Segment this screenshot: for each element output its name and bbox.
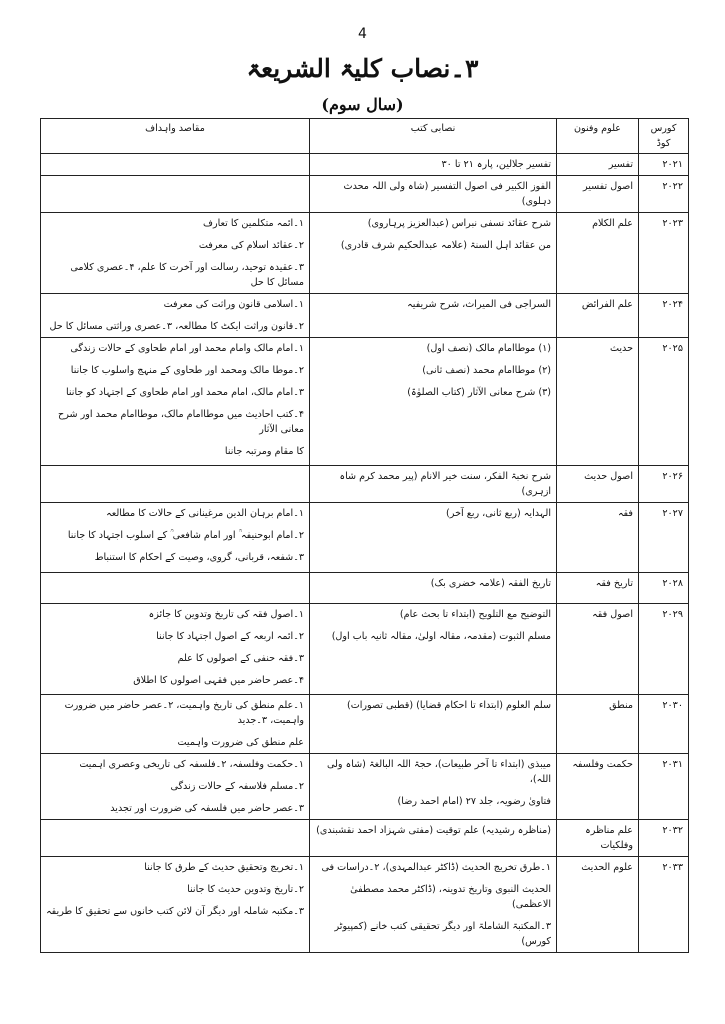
book-line: ۱۔طرق تخریج الحدیث (ڈاکٹر عبدالمہدی)، ۲۔دراسات فی bbox=[321, 862, 551, 873]
objectives-cell bbox=[41, 338, 310, 466]
subject-cell: تاریخ فقہ bbox=[557, 573, 639, 604]
table-row bbox=[41, 604, 689, 695]
book-line: تفسیر جلالین، پارہ ۲۱ تا ۳۰ bbox=[441, 159, 551, 170]
course-code-cell: ۲۰۲۸ bbox=[639, 573, 689, 604]
books-cell bbox=[310, 466, 557, 503]
table-row bbox=[41, 213, 689, 294]
objective-line: ۲۔قانون وراثت ایکٹ کا مطالعہ، ۳۔عصری وراثتی مسائل کا حل bbox=[49, 321, 304, 332]
objective-line: ۳۔عقیدہ توحید، رسالت اور آخرت کا علم، ۴۔عصری کلامی مسائل کا حل bbox=[70, 262, 304, 288]
objective-line: ۳۔فقہ حنفی کے اصولوں کا علم bbox=[177, 653, 304, 664]
books-cell bbox=[310, 604, 557, 695]
course-code-cell: ۲۰۲۳ bbox=[639, 213, 689, 294]
subject-cell: فقہ bbox=[557, 503, 639, 573]
objective-line: ۳۔عصر حاضر میں فلسفہ کی ضرورت اور تجدید bbox=[110, 803, 304, 814]
objective-line: ۴۔کتب احادیث میں موطاامام مالک، موطاامام محمد اور شرح معانی الآثار bbox=[58, 409, 304, 435]
table-body bbox=[41, 154, 689, 953]
objectives-cell bbox=[41, 466, 310, 503]
course-code-cell: ۲۰۲۶ bbox=[639, 466, 689, 503]
table-row bbox=[41, 176, 689, 213]
table-row bbox=[41, 503, 689, 573]
objective-line: ۳۔مکتبہ شاملہ اور دیگر آن لائن کتب خانوں سے تحقیق کا طریقہ bbox=[46, 906, 304, 917]
subject-cell: حکمت وفلسفہ bbox=[557, 754, 639, 820]
course-code-cell: ۲۰۳۳ bbox=[639, 857, 689, 953]
course-code-cell: ۲۰۲۵ bbox=[639, 338, 689, 466]
subject-cell: اصول فقہ bbox=[557, 604, 639, 695]
books-cell bbox=[310, 754, 557, 820]
objective-line: ۱۔تخریج وتحقیق حدیث کے طرق کا جاننا bbox=[144, 862, 304, 873]
books-cell bbox=[310, 213, 557, 294]
objective-line: ۲۔تاریخ وتدوین حدیث کا جاننا bbox=[187, 884, 304, 895]
objective-line: ۲۔ائمہ اربعہ کے اصول اجتہاد کا جاننا bbox=[156, 631, 304, 642]
objectives-cell bbox=[41, 294, 310, 338]
objectives-cell bbox=[41, 604, 310, 695]
course-code-cell: ۲۰۳۲ bbox=[639, 820, 689, 857]
objectives-cell bbox=[41, 820, 310, 857]
books-cell bbox=[310, 176, 557, 213]
subject-cell: علم الکلام bbox=[557, 213, 639, 294]
objective-line: کا مقام ومرتبہ جاننا bbox=[224, 446, 304, 457]
page-subtitle: (سال سوم) bbox=[321, 95, 404, 114]
objectives-cell bbox=[41, 213, 310, 294]
table-row bbox=[41, 573, 689, 604]
course-code-cell: ۲۰۲۴ bbox=[639, 294, 689, 338]
subject-cell: حدیث bbox=[557, 338, 639, 466]
table-header-row bbox=[41, 119, 689, 154]
header-course-code: کورس کوڈ bbox=[639, 119, 689, 154]
objective-line: علم منطق کی ضرورت واہمیت bbox=[177, 737, 304, 748]
objective-line: ۱۔امام برہان الدین مرغینانی کے حالات کا مطالعہ bbox=[106, 508, 304, 519]
book-line: شرح نخبۃ الفکر، سنت خیر الانام (پیر محمد کرم شاہ ازہری) bbox=[339, 471, 551, 497]
table-row bbox=[41, 154, 689, 176]
books-cell bbox=[310, 503, 557, 573]
book-line: سلم العلوم (ابتداء تا احکام قضایا) (قطبی تصورات) bbox=[346, 700, 551, 711]
book-line: ۳۔المکتبۃ الشاملۃ اور دیگر تحقیقی کتب خانے (کمپیوٹر کورس) bbox=[334, 921, 551, 947]
subject-cell: علم الفرائض bbox=[557, 294, 639, 338]
book-line: (۲) موطاامام محمد (نصف ثانی) bbox=[422, 365, 551, 376]
objectives-cell bbox=[41, 857, 310, 953]
objectives-cell bbox=[41, 176, 310, 213]
objective-line: ۳۔امام مالک، امام محمد اور امام طحاوی کے اجتہاد کو جاننا bbox=[65, 387, 304, 398]
book-line: (۳) شرح معانی الآثار (کتاب الصلوٰۃ) bbox=[407, 387, 551, 398]
course-code-cell: ۲۰۲۹ bbox=[639, 604, 689, 695]
table-row bbox=[41, 294, 689, 338]
objective-line: ۱۔امام مالک وامام محمد اور امام طحاوی کے حالات زندگی bbox=[70, 343, 304, 354]
objective-line: ۱۔علم منطق کی تاریخ واہمیت، ۲۔عصر حاضر میں ضرورت واہمیت، ۳۔جدید bbox=[64, 700, 304, 726]
book-line: الفوز الکبیر فی اصول التفسیر (شاہ ولی اللہ محدث دہلوی) bbox=[343, 181, 551, 207]
curriculum-table bbox=[40, 118, 689, 953]
course-code-cell: ۲۰۳۰ bbox=[639, 695, 689, 754]
book-line: التوضیح مع التلویح (ابتداء تا بحث عام) bbox=[399, 609, 551, 620]
book-line: من عقائد اہل السنۃ (علامہ عبدالحکیم شرف قادری) bbox=[340, 240, 551, 251]
subject-cell: اصول حدیث bbox=[557, 466, 639, 503]
table-row bbox=[41, 466, 689, 503]
objective-line: ۱۔اصول فقہ کی تاریخ وتدوین کا جائزہ bbox=[148, 609, 304, 620]
course-code-cell: ۲۰۲۲ bbox=[639, 176, 689, 213]
header-objectives: مقاصد واہداف bbox=[41, 119, 310, 154]
course-code-cell: ۲۰۳۱ bbox=[639, 754, 689, 820]
table-row bbox=[41, 857, 689, 953]
objective-line: ۲۔عقائد اسلام کی معرفت bbox=[198, 240, 304, 251]
book-line: الحدیث النبوی وتاریخ تدوینہ، (ڈاکٹر محمد مصطفیٰ الاعظمی) bbox=[350, 884, 551, 910]
objective-line: ۱۔حکمت وفلسفہ، ۲۔فلسفہ کی تاریخی وعصری اہمیت bbox=[79, 759, 304, 770]
subject-cell: منطق bbox=[557, 695, 639, 754]
book-line: مسلم الثبوت (مقدمہ، مقالہ اولیٰ، مقالہ ثانیہ باب اول) bbox=[331, 631, 551, 642]
objective-line: ۲۔مسلم فلاسفہ کے حالات زندگی bbox=[170, 781, 304, 792]
book-line: الہدایہ (ربع ثانی، ربع آخر) bbox=[446, 508, 551, 519]
book-line: (مناظرہ رشیدیہ) علم توقیت (مفتی شہزاد احمد نقشبندی) bbox=[316, 825, 551, 836]
objectives-cell bbox=[41, 754, 310, 820]
objective-line: ۴۔عصر حاضر میں فقہی اصولوں کا اطلاق bbox=[133, 675, 304, 686]
subject-cell: علم مناظرہ وفلکیات bbox=[557, 820, 639, 857]
books-cell bbox=[310, 294, 557, 338]
objective-line: ۲۔موطا مالک ومحمد اور طحاوی کے منہج واسلوب کا جاننا bbox=[70, 365, 304, 376]
objectives-cell bbox=[41, 573, 310, 604]
course-code-cell: ۲۰۲۷ bbox=[639, 503, 689, 573]
books-cell bbox=[310, 695, 557, 754]
objectives-cell bbox=[41, 154, 310, 176]
books-cell bbox=[310, 154, 557, 176]
books-cell bbox=[310, 820, 557, 857]
page-title: ۳۔نصاب کلیۃ الشریعۃ bbox=[246, 54, 479, 83]
books-cell bbox=[310, 338, 557, 466]
objectives-cell bbox=[41, 695, 310, 754]
subject-cell: اصول تفسیر bbox=[557, 176, 639, 213]
subject-cell: تفسیر bbox=[557, 154, 639, 176]
book-line: فتاویٰ رضویہ، جلد ۲۷ (امام احمد رضا) bbox=[397, 796, 551, 807]
page-number: 4 bbox=[358, 26, 367, 42]
header-subject: علوم وفنون bbox=[557, 119, 639, 154]
book-line: السراجی فی المیراث، شرح شریفیہ bbox=[407, 299, 551, 310]
book-line: (۱) موطاامام مالک (نصف اول) bbox=[426, 343, 551, 354]
objective-line: ۱۔ائمہ متکلمین کا تعارف bbox=[203, 218, 304, 229]
book-line: تاریخ الفقہ (علامہ خضری بک) bbox=[430, 578, 551, 589]
course-code-cell: ۲۰۲۱ bbox=[639, 154, 689, 176]
objective-line: ۲۔امام ابوحنیفہ ؒ اور امام شافعی ؒ کے اسلوب اجتہاد کا جاننا bbox=[67, 530, 304, 541]
objective-line: ۳۔شفعہ، قربانی، گروی، وصیت کے احکام کا استنباط bbox=[94, 552, 304, 563]
table-row bbox=[41, 820, 689, 857]
table-row bbox=[41, 338, 689, 466]
books-cell bbox=[310, 573, 557, 604]
subject-cell: علوم الحدیث bbox=[557, 857, 639, 953]
table-row bbox=[41, 695, 689, 754]
books-cell bbox=[310, 857, 557, 953]
book-line: میبذی (ابتداء تا آخر طبیعات)، حجۃ اللہ البالغۃ (شاہ ولی اللہ)، bbox=[326, 759, 551, 785]
header-books: نصابی کتب bbox=[310, 119, 557, 154]
objectives-cell bbox=[41, 503, 310, 573]
objective-line: ۱۔اسلامی قانون وراثت کی معرفت bbox=[163, 299, 304, 310]
book-line: شرح عقائد نسفی نبراس (عبدالعزیز پرہاروی) bbox=[367, 218, 551, 229]
table-row bbox=[41, 754, 689, 820]
